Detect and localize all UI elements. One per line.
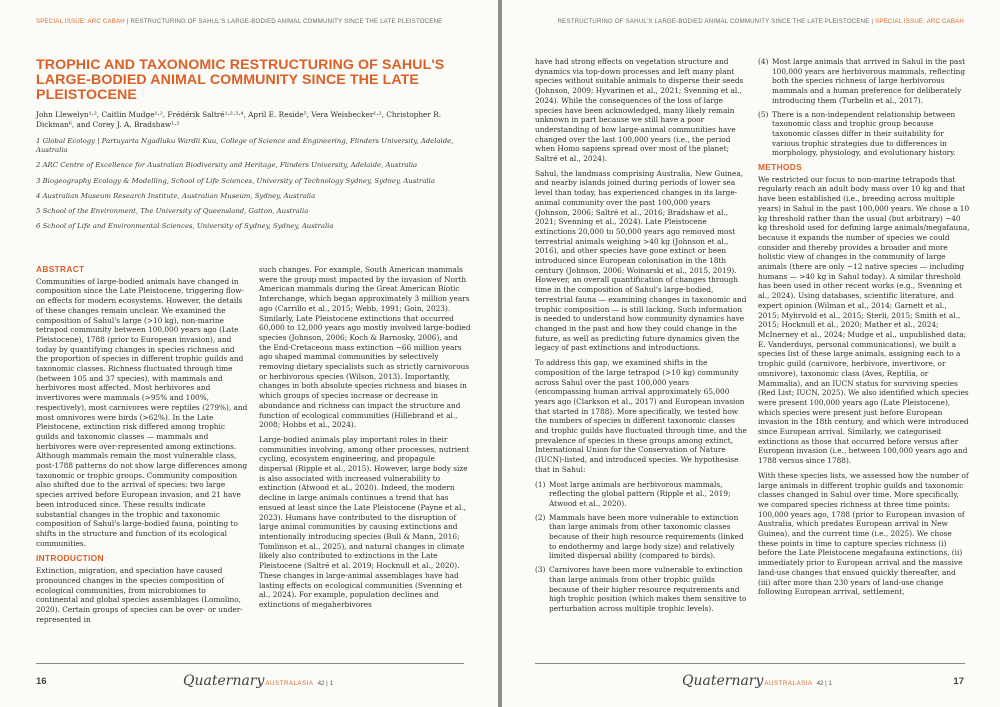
right-column-2 [758,57,970,602]
running-head-article: RESTRUCTURING OF SAHUL'S LARGE-BODIED ANIMAL COMMUNITY SINCE THE LATE PLEISTOCENE [557,18,870,25]
intro-paragraph-4: have had strong effects on vegetation structure and dynamics via top-down processes and left many plant species without suitable animals to disperse their seeds (Johnson, 2009; Hyvarinen et al., 2021; Svenning et al., 2024). While the consequences of the loss of large species have been acknowledged, many likely remain unknown in part because we still have a poor understanding of how large-animal communities have changed over the last 100,000 years (i.e., the period when Homo sapiens spread over most of the planet; Saltré et al., 2024). [535,57,744,164]
right-column-1 [535,57,747,619]
hypothesis-item [758,57,970,106]
hypothesis-item [535,480,747,509]
journal-masthead-right [682,670,832,689]
article-title: TROPHIC AND TAXONOMIC RESTRUCTURING OF SAHUL'S LARGE-BODIED ANIMAL COMMUNITY SINCE THE LATE PLEISTOCENE [36,57,445,104]
hypothesis-number: (4) [758,57,769,66]
footer-rule-right [535,663,965,664]
hypothesis-item [535,513,747,562]
hypothesis-item [535,565,747,614]
affiliation-2: 2 ARC Centre of Excellence for Australian Biodiversity and Heritage, Flinders University, Adelaide, Australia [36,161,418,170]
page-number-left: 16 [36,676,47,687]
intro-paragraph-3: Large-bodied animals play important roles in their communities involving, among other processes, nutrient cycling, ecosystem engineering, and propagule dispersal (Ripple et al., 2015). However, large body size is also associated with increased vulnerability to extinction (Atwood et al., 2020). Indeed, the modern decline in large animals continues a trend that has ensued at least since the Late Pleistocene (Payne et al., 2023). Humans have contributed to the disruption of large animal communities by causing extinctions and intentionally introducing species (Bull & Mann, 2016; Tomlinson et al., 2025), and natural changes in climate likely also contributed to extinctions in the Late Pleistocene (Saltré et al. 2019; Hocknull et al., 2020). These changes in large-animal assemblages have had lasting effects on ecological communities (Svenning et al., 2024). For example, population declines and extinctions of megaherbivores [259,434,470,609]
running-head-right [558,18,964,25]
footer-rule-left [36,663,464,664]
intro-paragraph-2: such changes. For example, South American mammals were the group most impacted by the invasion of North American mammals during the Great American Biotic Interchange, which began approximately 3 million years ago (Carrillo et al., 2015; Webb, 1991; Goin, 2023). Similarly, Late Pleistocene extinctions that occurred 60,000 to 12,000 years ago mostly involved large-bodied species (Johnson, 2006; Koch & Barnosky, 2006), and the End-Cretaceous mass extinction ~66 million years ago shaped mammal communities by selectively removing dietary specialists such as strictly carnivorous or herbivorous species (Wilson, 2013). Importantly, changes in both absolute species richness and biases in which groups of species increase or decrease in abundance and richness can impact the structure and function of ecological communities (Hillebrand et al., 2008; Hobbs et al., 2024). [259,265,471,430]
affiliation-3: 3 Biogeography Ecology & Modelling, School of Life Sciences, University of Technology Sydney, Sydney, Australia [36,176,435,185]
affiliation-5: 5 School of the Environment, The University of Queensland, Gatton, Australia [36,207,309,216]
hypothesis-text: There is a non-independent relationship between taxonomic class and trophic group because taxonomic classes differ in their suitability for various trophic strategies due to differences in morphology, physiology, and evolutionary history. [772,109,956,158]
intro-paragraph-6: To address this gap, we examined shifts in the composition of the large tetrapod (>10 kg) community across Sahul over the past 100,000 years (encompassing human arrival approximately 65,000 years ago (Clarkson et al., 2017) and European invasion that started in 1788). More specifically, we tested how the numbers of species in different taxonomic classes and trophic guilds have fluctuated through time, and the prevalence of species in these groups among extinct, International Union for the Conservation of Nature (IUCN)-listed, and introduced species. We hypothesise that in Sahul: [535,358,747,474]
running-head-separator: | [869,18,876,25]
affiliation-list [36,137,464,237]
hypothesis-number: (1) [535,479,546,489]
hypothesis-text: Most large animals are herbivorous mammals, reflecting the global pattern (Ripple et al., 2019; Atwood et al., 2020). [549,479,731,508]
special-issue-label: SPECIAL ISSUE: ARC CABAH [36,18,125,25]
methods-paragraph-1: We restricted our focus to non-marine tetrapods that regularly reach an adult body mass over 10 kg and that have been established (i.e., breeding across multiple years) in Sahul in the past 100,000 years. We chose a 10 kg threshold rather than the usual (but arbitrary) ~40 kg threshold used for defining large animals/megafauna, because it expands the number of species we could consider and thereby provides a broader and more holistic view of changes in the community of large animals (there are only ~12 native species — including humans — >40 kg in Sahul today). A similar threshold has been used in other recent works (e.g., Svenning et al., 2024). Using databases, scientific literature, and expert opinion (Wilman et al., 2014; Garnett et al., 2015; Myhrvold et al., 2015; Sterli, 2015; Smith et al., 2015; Hocknull et al., 2020; Mather et al., 2024; McInerney et al., 2024; Mudge et al., unpublished data; E. Vanderduys, personal communications), we built a species list of these large animals, assigning each to a trophic guild (carnivore, herbivore, invertivore, or omnivore), taxonomic class (Aves, Reptilia, or Mammalia), and an IUCN status for surviving species (Red List; IUCN, 2025). We also identified which species were present 100,000 years ago (Late Pleistocene), which species were present just before European invasion in the 18th century, and which were introduced since European arrival. Similarly, we categorised extinctions as those that occurred before versus after European invasion (i.e., between 100,000 years ago and 1788 versus since 1788). [758,174,970,466]
journal-region: AUSTRALASIA [764,680,813,687]
hypothesis-text: Most large animals that arrived in Sahul in the past 100,000 years are herbivorous mammals, reflecting both the species richness of large herbivorous mammals and a human preference for deliberately introducing them (Turbelin et al., 2017). [772,57,966,105]
hypothesis-text: Carnivores have been more vulnerable to extinction than large animals from other trophic guilds because of their higher resource requirements and high trophic position (which makes them sensitive to perturbation across multiple trophic levels). [549,565,747,613]
intro-paragraph-5: Sahul, the landmass comprising Australia, New Guinea, and nearby islands joined during periods of lower sea level than today, has experienced changes in its large-animal community over the past 100,000 years (Johnson, 2006; Saltré et al., 2016; Bradshaw et al., 2021; Svenning et al., 2024). Late Pleistocene extinctions 20,000 to 50,000 years ago removed most terrestrial animals weighing >40 kg (Johnson et al., 2016), and other species have gone extinct or been introduced since European colonisation in the 18th century (Johnson, 2006; Woinarski et al., 2015, 2019). However, an overall quantification of changes through time in the composition of Sahul's large-bodied, terrestrial fauna — examining changes in taxonomic and trophic composition — is still lacking. Such information is needed to understand how community dynamics have changed in the past and how they could change in the future, as well as predicting future dynamics given the legacy of past extinctions and introductions. [535,168,747,353]
volume-issue: 42 | 1 [816,680,832,687]
journal-name: Quaternary [183,673,265,689]
left-column-2 [259,265,471,615]
hypothesis-number: (3) [535,565,546,575]
journal-masthead-left [183,670,333,689]
hypotheses-list [535,480,747,614]
methods-heading: METHODS [758,162,802,173]
page-number-right: 17 [953,676,964,687]
abstract-text: Communities of large-bodied animals have changed in composition since the Late Pleistocene, triggering flow-on effects for modern ecosystems. However, the details of these changes remain unclear. We examined the composition of Sahul's large (>10 kg), non-marine tetrapod community between 100,000 years ago (Late Pleistocene), 1788 (prior to European invasion), and today by quantifying changes in species richness and the proportion of species in different trophic guilds and taxonomic classes. Richness fluctuated through time (between 105 and 37 species), with mammals and herbivores most affected. Most herbivores and invertivores were mammals (>95% and 100%, respectively), most carnivores were reptiles (279%), and most omnivores were birds (>62%). In the Late Pleistocene, extinction risk differed among trophic guilds and taxonomic classes — mammals and herbivores were over-represented among extinctions. Although mammals remain the most vulnerable class, post-1788 patterns do not show large differences among taxonomic or trophic groups. Community composition also shifted due to the arrival of species: two large species arrived before European invasion, and 21 have been introduced since. These results indicate substantial changes in the trophic and taxonomic composition of Sahul's large-bodied fauna, pointing to shifts in the structure and function of its ecological communities. [36,276,248,548]
intro-paragraph-1: Extinction, migration, and speciation have caused pronounced changes in the species composition of ecological communities, from microbiomes to continental and global species assemblages (Lomolino, 2020). Certain groups of species can be over- or under-represented in [36,566,243,624]
introduction-heading: INTRODUCTION [36,553,104,564]
affiliation-1: 1 Global Ecology | Partuyarta Ngadluku Wardli Kuu, College of Science and Engineering, Flinders University, Adelaide, Australia [36,137,454,155]
left-column-1 [36,265,248,629]
running-head-article: RESTRUCTURING OF SAHUL'S LARGE-BODIED ANIMAL COMMUNITY SINCE THE LATE PLEISTOCENE [130,18,443,25]
hypothesis-number: (5) [758,109,769,119]
hypothesis-number: (2) [535,512,546,522]
hypotheses-list-continued [758,57,970,158]
running-head-left [36,18,442,25]
methods-paragraph-2: With these species lists, we assessed how the number of large animals in different trophic guilds and taxonomic classes changed in Sahul over time. More specifically, we compared species richness at three time points: 100,000 years ago, 1788 (prior to European invasion of Australia, which predates European arrival in New Guinea), and the current time (i.e., 2025). We chose these points in time to capture species richness (i) before the Late Pleistocene megafauna extinctions, (ii) immediately prior to European arrival and the massive land-use changes that ensued quickly thereafter, and (iii) after more than 230 years of land-use change following European arrival, settlement, [758,470,969,597]
abstract-heading: ABSTRACT [36,264,85,274]
special-issue-label: SPECIAL ISSUE: ARC CABAH [875,18,964,25]
hypothesis-text: Mammals have been more vulnerable to extinction than large animals from other taxonomic classes because of their high resource requirements (linked to endothermy and large body size) and relatively limited dispersal ability (compared to birds). [549,512,744,561]
volume-issue: 42 | 1 [317,680,333,687]
page-right [502,0,1000,707]
journal-region: AUSTRALASIA [265,680,314,687]
running-head-separator: | [124,18,131,25]
author-list: John Llewelyn¹·², Caitlin Mudge¹·², Frédérik Saltré¹·²·³·⁴, April E. Reside⁵, Vera Weisbecker¹·², Christopher R. Dickman⁶, and Corey J. A. Bradshaw¹·² [36,110,442,129]
page-left [0,0,498,707]
affiliation-4: 4 Australian Museum Research Institute, Australian Museum, Sydney, Australia [36,191,316,200]
hypothesis-item [758,110,970,159]
journal-name: Quaternary [682,673,764,689]
affiliation-6: 6 School of Life and Environmental Sciences, University of Sydney, Sydney, Australia [36,222,334,231]
